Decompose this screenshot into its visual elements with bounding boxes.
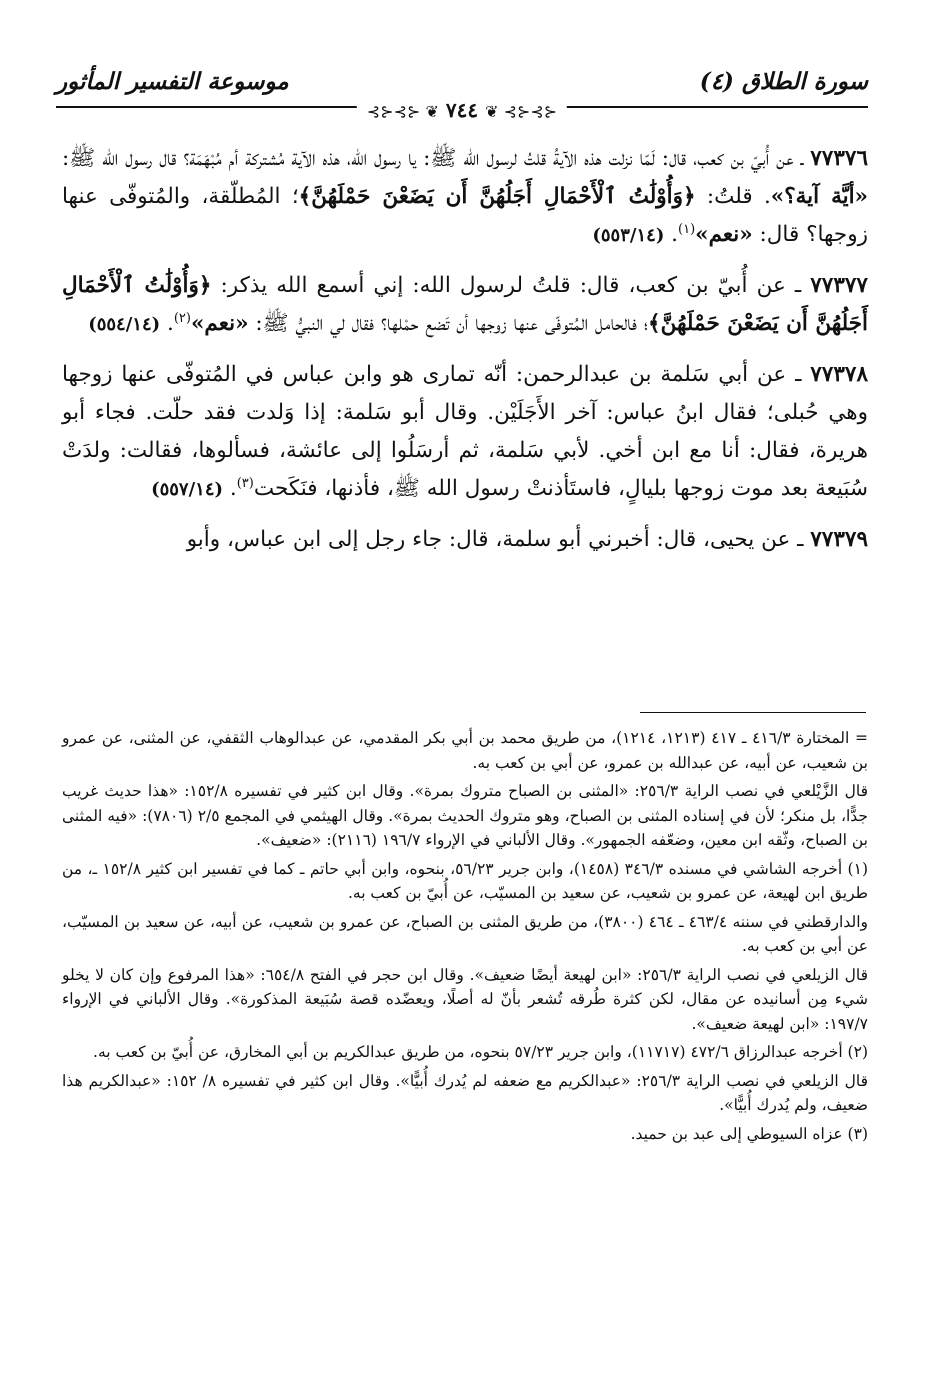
- hadith-77376: ٧٧٣٧٦ ـ عن أُبيّ بن كعب، قال: لَمّا نزلت هذه الآيةُ قلتُ لرسول الله ﷺ: يا رسول الله، هذه الآية مُشتركة أم مُبْهَمَة؟ قال رسول الله ﷺ: «أيَّة آية؟». قلتُ: ﴿وَأُوْلَٰتُ ٱلْأَحْمَالِ أَجَلُهُنَّ أَن يَضَعْنَ حَمْلَهُنَّ﴾؛ المُطلّقة، والمُتوفّى عنها زوجها؟ قال: «نعم»$^{(١)}$. (٥٥٣/١٤): [62, 146, 868, 247]
- footnote-marker: (١): [678, 221, 696, 237]
- hadith-text: ـ عن يحيى، قال: أخبرني أبو سلمة، قال: جاء رجل إلى ابن عباس، وأبو: [186, 527, 811, 552]
- hadith-number: ٧٧٣٧٩: [810, 527, 868, 552]
- hadith-text: . قلتُ:: [695, 184, 771, 209]
- quote: «أيَّة آية؟»: [770, 184, 868, 209]
- footnote-separator: [640, 712, 866, 713]
- quran-verse: ﴿وَأُوْلَٰتُ ٱلْأَحْمَالِ أَجَلُهُنَّ أَن يَضَعْنَ حَمْلَهُنَّ﴾: [62, 273, 868, 336]
- footnotes: [62, 726, 868, 1150]
- hadith-77378: ٧٧٣٧٨ ـ عن أبي سَلمة بن عبدالرحمن: أنّه تمارى هو وابن عباس في المُتوفّى عنها زوجها وهي حُبلى؛ فقال ابنُ عباس: آخر الأَجَلَيْن. وقال أبو سَلمة: إذا وَلدت فقد حلّت. فجاء أبو هريرة، فقال: أنا مع ابن أخي. لأبي سَلمة، ثم أرسَلُوا إلى عائشة، فسألوها، فقالت: ولدَتْ سُبَيعة بعد موت زوجها بليالٍ، فاستَأذنتْ رسول الله ﷺ، فأذنها، فنَكَحت$^{(٣)}$. (٥٥٧/١٤): [62, 362, 868, 501]
- ornament-right-icon: ❦ ⊰⊱⊰⊱: [485, 102, 558, 121]
- footnote-1: (١) أخرجه الشاشي في مسنده ٣٤٦/٣ (١٤٥٨)، وابن جرير ٥٦/٢٣، بنحوه، وابن أبي حاتم ـ كما في تفسير ابن كثير ١٥٢/٨ ـ، من طريق ابن لهيعة، عن عمرو بن شعيب، عن سعيد بن المسيّب، عن أُبيّ بن كعب به.: [62, 859, 868, 902]
- quote: «نعم»: [695, 222, 753, 247]
- hadith-text: ـ عن أُبيّ بن كعب، قال: لَمّا نزلت هذه الآيةُ قلتُ لرسول الله ﷺ: يا رسول الله، هذه الآية مُشتركة أم مُبْهَمَة؟ قال رسول الله ﷺ:: [62, 146, 811, 171]
- volume-reference: (٥٥٣/١٤): [592, 225, 665, 246]
- page-number-box: [357, 98, 567, 122]
- surah-title: سورة الطلاق (٤): [699, 68, 868, 95]
- hadith-number: ٧٧٣٧٨: [810, 362, 868, 387]
- hadith-number: ٧٧٣٧٧: [810, 273, 868, 298]
- footnote-marker: (٢): [173, 310, 191, 326]
- footnote-paragraph: قال الزيلعي في نصب الراية ٢٥٦/٣: «ابن لهيعة أيضًا ضعيف». وقال ابن حجر في الفتح ٦٥٤/٨: «هذا المرفوع وإن كان لا يخلو شيء مِن أسانيده عن مقال، لكن كثرة طُرقه تُشعر بأنّ له أصلًا، ويعضّده قصة سُبَيعة المذكورة». وقال الألباني في الإرواء ١٩٧/٧: «ابن لهيعة ضعيف».: [62, 965, 868, 1033]
- volume-reference: (٥٥٧/١٤): [151, 479, 224, 500]
- hadith-77377: ٧٧٣٧٧ ـ عن أُبيّ بن كعب، قال: قلتُ لرسول الله: إني أسمع الله يذكر: ﴿وَأُوْلَٰتُ ٱلْأَحْمَالِ أَجَلُهُنَّ أَن يَضَعْنَ حَمْلَهُنَّ﴾؛ فالحامل المُتوفّى عنها زوجها أن تَضع حمْلها؟ فقال لي النبيُّ ﷺ: «نعم»$^{(٢)}$. (٥٥٤/١٤): [62, 273, 868, 336]
- page-number: ٧٤٤: [445, 98, 479, 122]
- footnote-2: (٢) أخرجه عبدالرزاق ٤٧٢/٦ (١١٧١٧)، وابن جرير ٥٧/٢٣ بنحوه، من طريق عبدالكريم بن أبي المخارق، عن أُبيّ بن كعب به.: [93, 1043, 868, 1061]
- volume-reference: (٥٥٤/١٤): [88, 314, 161, 335]
- hadith-77379: [62, 521, 868, 559]
- series-title: موسوعة التفسير المأثور: [56, 68, 289, 95]
- hadith-text: ؛ المُطلّقة، والمُتوفّى عنها زوجها؟ قال:: [62, 184, 868, 247]
- hadith-text: ـ عن أبي سَلمة بن عبدالرحمن: أنّه تمارى هو وابن عباس في المُتوفّى عنها زوجها وهي حُبلى؛ فقال ابنُ عباس: آخر الأَجَلَيْن. وقال أبو سَلمة: إذا وَلدت فقد حلّت. فجاء أبو هريرة، فقال: أنا مع ابن أخي. لأبي سَلمة، ثم أرسَلُوا إلى عائشة، فسألوها، فقالت: ولدَتْ سُبَيعة بعد موت زوجها بليالٍ، فاستَأذنتْ رسول الله ﷺ، فأذنها، فنَكَحت: [62, 362, 868, 501]
- hadith-text: ـ عن أُبيّ بن كعب، قال: قلتُ لرسول الله: إني أسمع الله يذكر:: [211, 273, 811, 298]
- footnote-paragraph: قال الزَّيْلعي في نصب الراية ٢٥٦/٣: «المثنى بن الصباح متروك بمرة». وقال ابن كثير في تفسيره ١٥٢/٨: «هذا حديث غريب جدًّا، بل منكر؛ لأن في إسناده المثنى بن الصباح، وهو متروك الحديث بمرة». وقال الهيثمي في المجمع ٢/٥ (٧٨٠٦): «فيه المثنى بن الصباح، وثّقه ابن معين، وضعّفه الجمهور». وقال الألباني في الإرواء ١٩٦/٧ (٢١١٦): «ضعيف».: [62, 782, 868, 849]
- footnote-continued: = المختارة ٤١٦/٣ ـ ٤١٧ (١٢١٣، ١٢١٤)، من طريق محمد بن أبي بكر المقدمي، عن عبدالوهاب الثقفي، عن المثنى، عن عمرو بن شعيب، عن أبيه، عن عبدالله بن عمرو، عن أبي بن كعب به.: [62, 729, 868, 772]
- footnote-3: (٣) عزاه السيوطي إلى عبد بن حميد.: [630, 1124, 868, 1143]
- footnote-paragraph: والدارقطني في سننه ٤٦٣/٤ ـ ٤٦٤ (٣٨٠٠)، من طريق المثنى بن الصباح، عن عمرو بن شعيب، عن أبيه، عن سعيد بن المسيّب، عن أبي بن كعب به.: [62, 912, 868, 955]
- main-text: [62, 140, 868, 571]
- hadith-text: ؛ فالحامل المُتوفّى عنها زوجها أن تَضع حمْلها؟ فقال لي النبيُّ ﷺ:: [248, 311, 649, 336]
- ornament-left-icon: ⊰⊱⊰⊱ ❦: [366, 102, 439, 121]
- footnote-paragraph: قال الزيلعي في نصب الراية ٢٥٦/٣: «عبدالكريم مع ضعفه لم يُدرك أُبيًّا». وقال ابن كثير في تفسيره ٨/ ١٥٢: «عبدالكريم هذا ضعيف، ولم يُدرك أُبيًّا».: [62, 1071, 868, 1114]
- quran-verse: ﴿وَأُوْلَٰتُ ٱلْأَحْمَالِ أَجَلُهُنَّ أَن يَضَعْنَ حَمْلَهُنَّ﴾: [298, 184, 696, 209]
- page-header: [56, 62, 868, 124]
- quote: «نعم»: [190, 311, 249, 336]
- hadith-number: ٧٧٣٧٦: [810, 146, 868, 171]
- footnote-marker: (٣): [236, 475, 254, 491]
